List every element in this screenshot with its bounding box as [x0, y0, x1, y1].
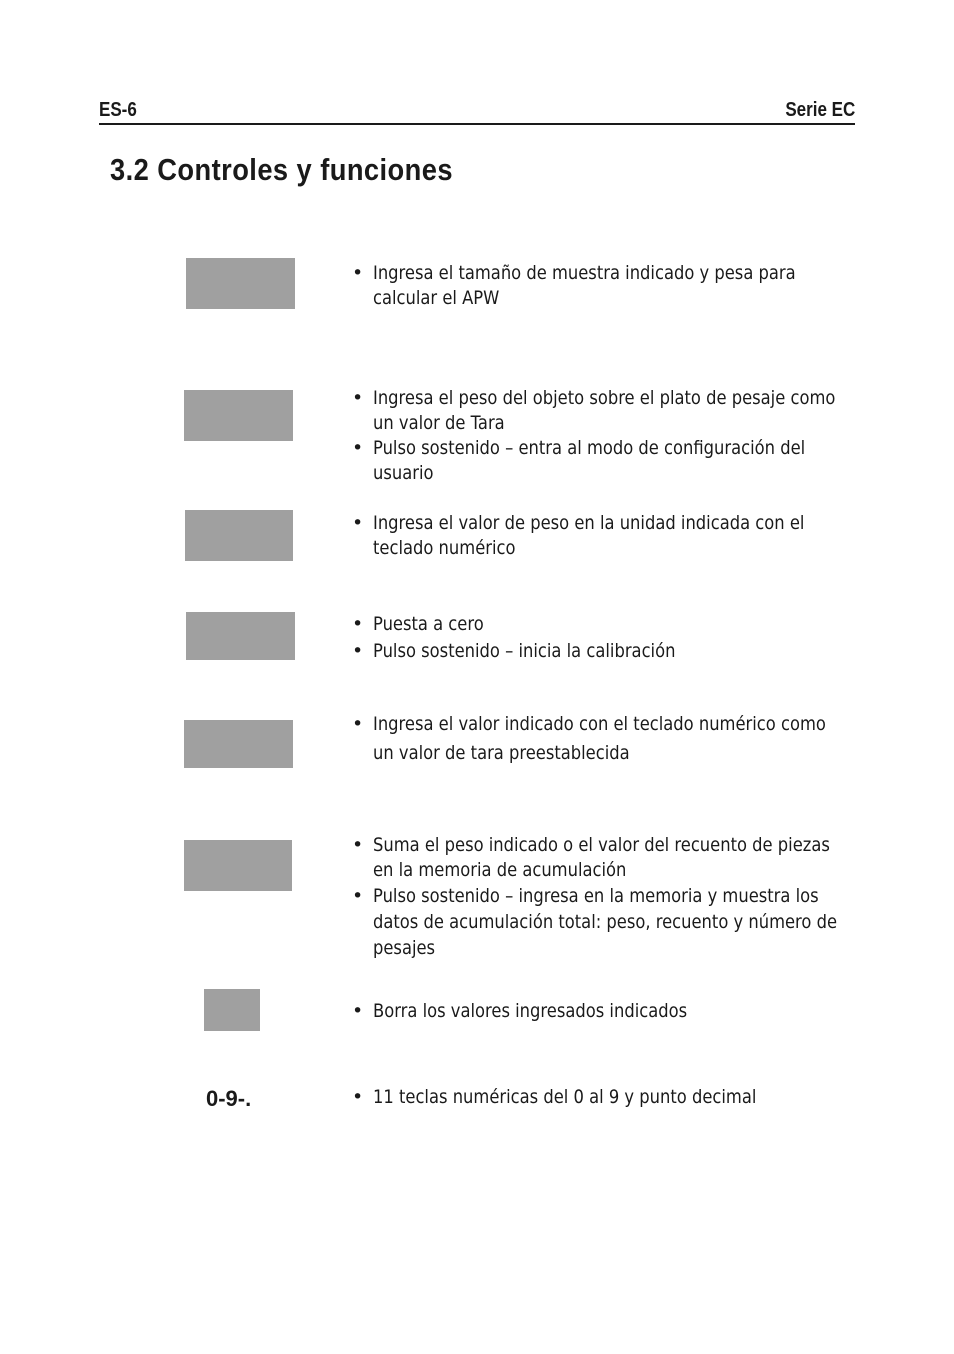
- page-number: ES-6: [99, 99, 137, 121]
- control-description-sample: [352, 261, 852, 311]
- description-item: • Pulso sostenido – ingresa en la memoria y muestra los datos de acumulación total: peso, recuento y número de pesajes: [352, 885, 838, 959]
- description-item: • Ingresa el valor indicado con el teclado numérico como un valor de tara preestablecida: [352, 713, 826, 764]
- control-description-accumulate: [352, 833, 852, 961]
- key-preset-tare-button[interactable]: [184, 720, 293, 768]
- description-item: • Borra los valores ingresados indicados: [352, 1000, 688, 1022]
- numeric-keys-label[interactable]: 0-9-.: [206, 1086, 252, 1111]
- section-title: 3.2 Controles y funciones: [110, 152, 453, 187]
- control-description-zero: [352, 611, 852, 665]
- key-unit-weight-button[interactable]: [185, 510, 293, 561]
- key-zero-button[interactable]: [186, 612, 295, 660]
- control-description-numeric-keys: [352, 1085, 852, 1110]
- key-sample-button[interactable]: [186, 258, 295, 309]
- control-description-unit-weight: [352, 511, 852, 561]
- key-clear-button[interactable]: [204, 989, 260, 1031]
- description-item: • Pulso sostenido – entra al modo de configuración del usuario: [352, 437, 806, 484]
- control-description-tare: [352, 386, 852, 486]
- description-item: • Puesta a cero: [352, 613, 484, 635]
- description-item: • 11 teclas numéricas del 0 al 9 y punto decimal: [352, 1086, 757, 1108]
- description-item: • Ingresa el peso del objeto sobre el plato de pesaje como un valor de Tara: [352, 387, 836, 434]
- description-item: • Ingresa el valor de peso en la unidad indicada con el teclado numérico: [352, 512, 805, 559]
- description-item: • Suma el peso indicado o el valor del recuento de piezas en la memoria de acumulación: [352, 834, 830, 881]
- description-item: • Pulso sostenido – inicia la calibración: [352, 640, 676, 662]
- description-item: • Ingresa el tamaño de muestra indicado y pesa para calcular el APW: [352, 262, 796, 309]
- control-description-preset-tare: [352, 710, 852, 768]
- key-accumulate-button[interactable]: [184, 840, 292, 891]
- key-tare-button[interactable]: [184, 390, 293, 441]
- series-name: Serie EC: [785, 99, 855, 121]
- header-divider: [99, 123, 855, 125]
- control-description-clear: [352, 999, 852, 1024]
